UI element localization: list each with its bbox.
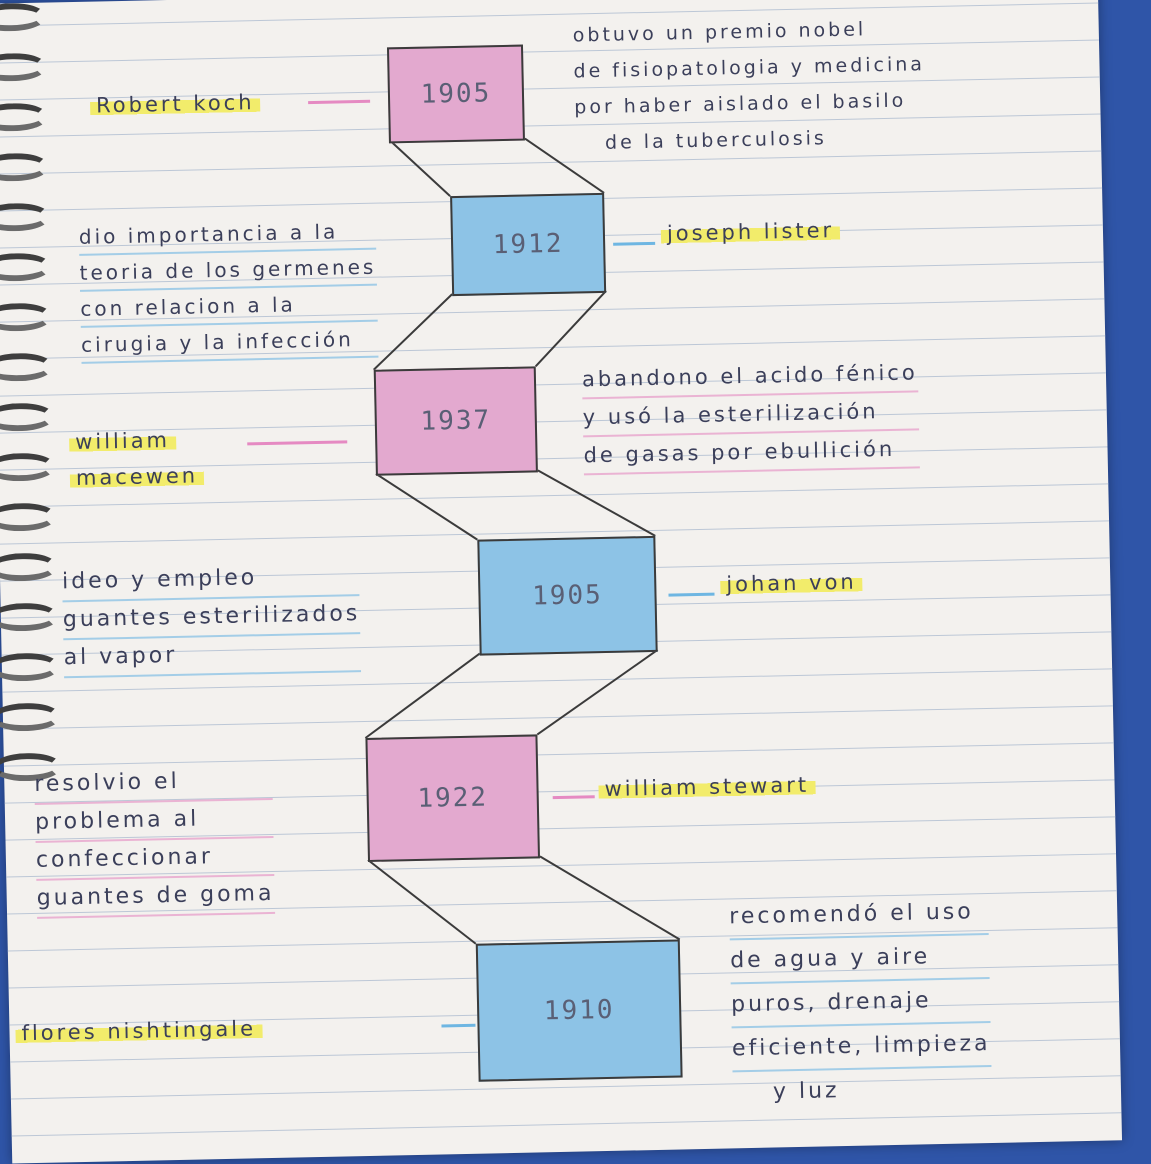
connector-line <box>536 650 660 735</box>
year-label: 1905 <box>531 580 604 612</box>
year-box-1922 <box>365 734 540 862</box>
text-block-5: resolvio el problema al confeccionar guantes de goma <box>34 762 275 919</box>
connector-line <box>534 291 608 366</box>
name-robert-koch: Robert koch <box>90 84 261 124</box>
connector-line <box>372 294 454 370</box>
text-block-3: abandono el acido fénico y usó la esterilización de gasas por ebullición <box>582 354 920 475</box>
connector-line <box>391 140 450 197</box>
connector-line <box>376 472 477 542</box>
connector-line <box>540 853 680 942</box>
name-william-stewart: william stewart <box>598 767 815 808</box>
year-label: 1910 <box>543 994 615 1027</box>
year-box-1905b <box>477 536 657 656</box>
year-box-1905 <box>387 45 525 144</box>
year-box-1937 <box>374 366 538 475</box>
text-block-2: dio importancia a la teoria de los germenes con relacion a la cirugia y la infección <box>79 214 379 364</box>
name-william-macewen: william macewen <box>69 421 205 496</box>
year-box-1910 <box>476 939 683 1081</box>
text-block-1: obtuvo un premio nobel de fisiopatologia y medicina por haber aislado el basilo de la tuberculosis <box>572 18 926 154</box>
year-label: 1937 <box>420 405 492 437</box>
year-label: 1905 <box>420 78 492 110</box>
year-label: 1922 <box>417 782 489 814</box>
year-label: 1912 <box>492 228 564 261</box>
text-block-4: ideo y empleo guantes esterilizados al vapor <box>62 558 362 678</box>
connector-line <box>364 654 482 738</box>
connector-line <box>368 858 476 946</box>
name-johan-von: johan von <box>720 564 863 603</box>
connector-line <box>538 468 655 538</box>
name-joseph-lister: joseph lister <box>661 212 841 252</box>
year-box-1912 <box>450 193 606 296</box>
text-block-6: recomendó el uso de agua y aire puros, drenaje eficiente, limpieza y luz <box>729 891 992 1114</box>
name-flores-nishtingale: flores nishtingale <box>15 1010 262 1051</box>
